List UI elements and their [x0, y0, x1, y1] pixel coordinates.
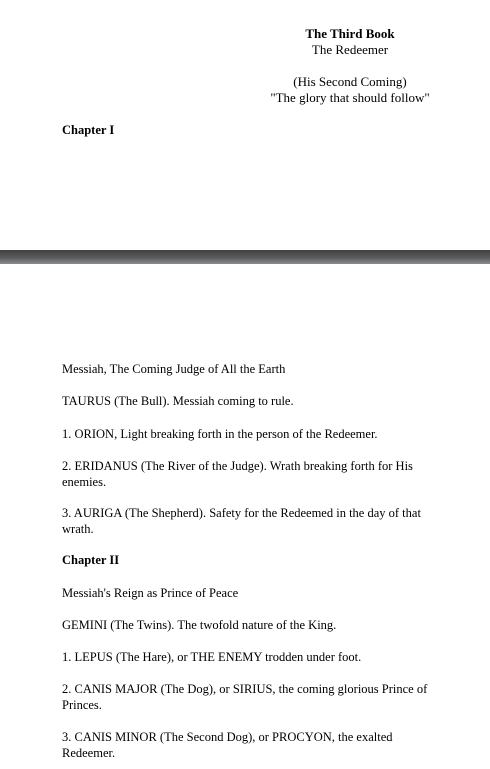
paragraph-prince-of-peace: Messiah's Reign as Prince of Peace — [62, 586, 239, 600]
chapter-1-heading: Chapter I — [62, 123, 115, 137]
book-subtitle: The Redeemer — [311, 42, 389, 57]
paragraph-taurus: TAURUS (The Bull). Messiah coming to rule. — [62, 394, 294, 408]
document-page-top — [0, 0, 490, 250]
paragraph-orion: 1. ORION, Light breaking forth in the person of the Redeemer. — [62, 427, 378, 441]
quote-line: "The glory that should follow" — [270, 90, 430, 105]
paragraph-lepus: 1. LEPUS (The Hare), or THE ENEMY trodden under foot. — [62, 650, 362, 664]
paragraph-canis-minor: 3. CANIS MINOR (The Second Dog), or PROCYON, the exalted Redeemer. — [62, 730, 393, 760]
paragraph-messiah-judge: Messiah, The Coming Judge of All the Earth — [62, 362, 286, 376]
book-title: The Third Book — [305, 26, 395, 41]
paragraph-canis-major: 2. CANIS MAJOR (The Dog), or SIRIUS, the coming glorious Prince of Princes. — [62, 682, 428, 712]
header-spacer — [250, 58, 450, 74]
coming-line: (His Second Coming) — [293, 74, 407, 89]
chapter-2-heading: Chapter II — [62, 553, 120, 567]
paragraph-auriga: 3. AURIGA (The Shepherd). Safety for the Redeemed in the day of that wrath. — [62, 506, 421, 536]
book-header — [250, 26, 450, 106]
document-page-bottom — [0, 264, 490, 769]
paragraph-eridanus: 2. ERIDANUS (The River of the Judge). Wrath breaking forth for His enemies. — [62, 459, 413, 489]
paragraph-gemini: GEMINI (The Twins). The twofold nature of the King. — [62, 618, 337, 632]
page-break-separator — [0, 250, 490, 264]
